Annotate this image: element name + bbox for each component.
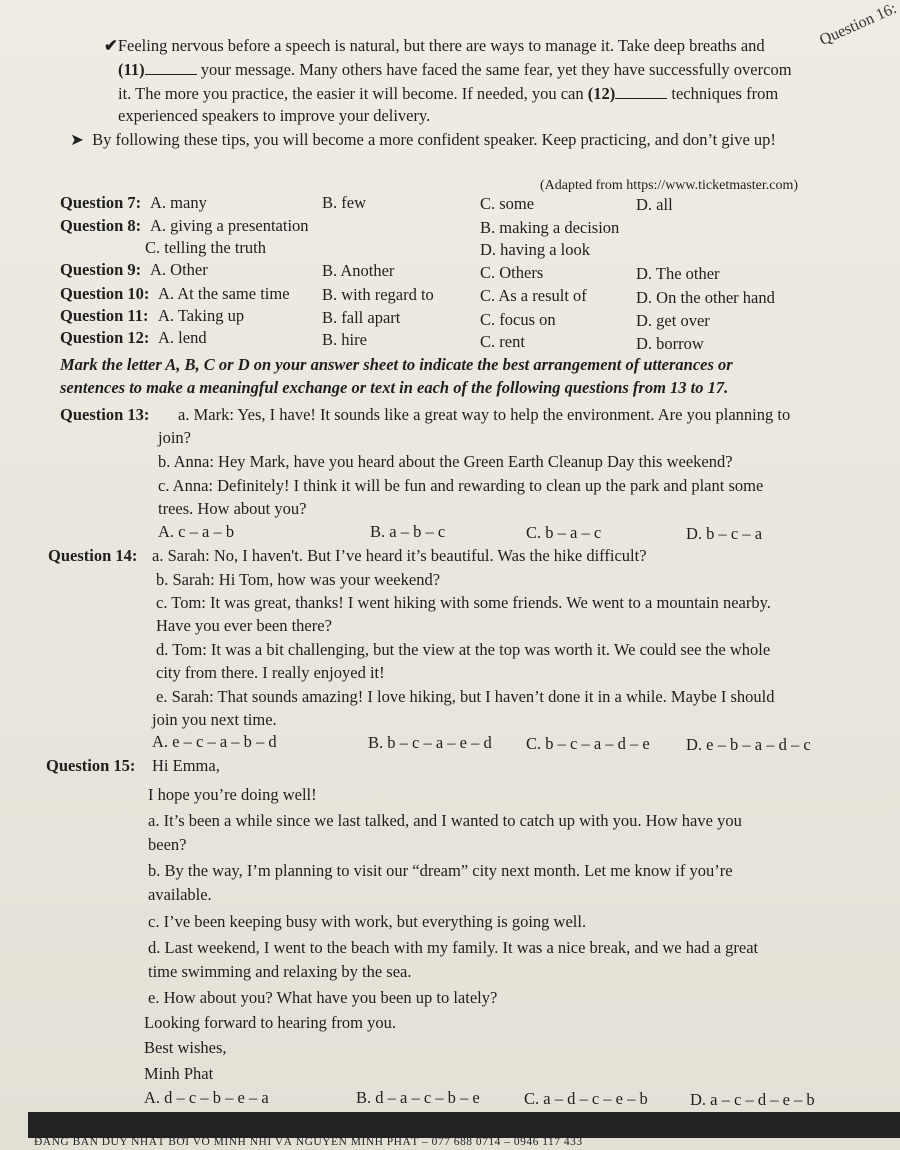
q14-utterance-e: e. Sarah: That sounds amazing! I love hiking, but I haven’t done it in a while. Maybe I should (156, 687, 775, 706)
q13-utterance-b: b. Anna: Hey Mark, have you heard about the Green Earth Cleanup Day this weekend? (158, 452, 733, 471)
instruction-line-1: Mark the letter A, B, C or D on your answer sheet to indicate the best arrangement of utterances or (60, 355, 733, 374)
q10-option-c[interactable]: C. As a result of (480, 286, 587, 305)
q8-option-d[interactable]: D. having a look (480, 240, 590, 259)
passage-line-3: it. The more you practice, the easier it will become. If needed, you can (12) techniques from (118, 84, 779, 103)
q15-closing: Looking forward to hearing from you. (144, 1013, 397, 1032)
q15-sentence-a: a. It’s been a while since we last talked, and I wanted to catch up with you. How have you (148, 811, 742, 830)
q10-option-d[interactable]: D. On the other hand (636, 288, 775, 307)
q7-option-b[interactable]: B. few (322, 193, 366, 212)
q8-option-b[interactable]: B. making a decision (480, 218, 620, 237)
q9-label: Question 9: (60, 260, 142, 279)
q7-option-d[interactable]: D. all (636, 195, 673, 214)
q9-option-d[interactable]: D. The other (636, 264, 720, 283)
q11-option-a[interactable]: A. Taking up (158, 306, 245, 325)
q14-utterance-d-cont: city from there. I really enjoyed it! (156, 663, 385, 682)
q12-option-b[interactable]: B. hire (322, 330, 367, 349)
q11-label: Question 11: (60, 306, 149, 325)
q15-label: Question 15: (46, 756, 136, 775)
arrow-bullet-icon: ➤ (70, 130, 84, 149)
q8-label: Question 8: (60, 216, 142, 235)
q13-option-d[interactable]: D. b – c – a (686, 524, 763, 543)
q15-sentence-d: d. Last weekend, I went to the beach with my family. It was a nice break, and we had a great (148, 938, 759, 957)
q10-label: Question 10: (60, 284, 150, 303)
q14-utterance-e-cont: join you next time. (152, 710, 277, 729)
question-16-corner-label: Question 16: (816, 0, 899, 49)
q13-utterance-a-cont: join? (158, 428, 191, 447)
q9-option-a[interactable]: A. Other (150, 260, 208, 279)
q9-option-b[interactable]: B. Another (322, 261, 395, 280)
q9-option-c[interactable]: C. Others (480, 263, 544, 282)
passage-line-2: (11) your message. Many others have faced the same fear, yet they have successfully overcom (118, 60, 792, 79)
checkmark-icon: ✔ (104, 36, 118, 55)
q14-option-d[interactable]: D. e – b – a – d – c (686, 735, 811, 754)
q8-option-a[interactable]: A. giving a presentation (150, 216, 309, 235)
q15-sentence-b-cont: available. (148, 885, 212, 904)
passage-line-5: ➤ By following these tips, you will become a more confident speaker. Keep practicing, and don’t give up! (70, 130, 776, 149)
q7-label: Question 7: (60, 193, 142, 212)
q15-sentence-a-cont: been? (148, 835, 187, 854)
q15-sentence-d-cont: time swimming and relaxing by the sea. (148, 962, 412, 981)
q14-utterance-c: c. Tom: It was great, thanks! I went hiking with some friends. We went to a mountain nearby. (156, 593, 771, 612)
q10-option-b[interactable]: B. with regard to (322, 285, 434, 304)
q14-utterance-b: b. Sarah: Hi Tom, how was your weekend? (156, 570, 441, 589)
q12-option-c[interactable]: C. rent (480, 332, 525, 351)
q13-option-a[interactable]: A. c – a – b (158, 522, 235, 541)
q13-utterance-a: a. Mark: Yes, I have! It sounds like a great way to help the environment. Are you planning to (178, 405, 791, 424)
q15-option-a[interactable]: A. d – c – b – e – a (144, 1088, 269, 1107)
answer-blank-12 (615, 84, 667, 99)
q13-utterance-c-cont: trees. How about you? (158, 499, 307, 518)
q11-option-b[interactable]: B. fall apart (322, 308, 401, 327)
q11-option-c[interactable]: C. focus on (480, 310, 556, 329)
q15-option-d[interactable]: D. a – c – d – e – b (690, 1090, 815, 1109)
q15-sentence-c: c. I’ve been keeping busy with work, but everything is going well. (148, 912, 587, 931)
passage-source: (Adapted from https://www.ticketmaster.com) (540, 178, 799, 193)
instruction-line-2: sentences to make a meaningful exchange or text in each of the following questions from 13 to 17. (60, 378, 729, 397)
q15-opening: I hope you’re doing well! (148, 785, 317, 804)
answer-blank-11 (145, 60, 197, 75)
q14-label: Question 14: (48, 546, 138, 565)
q13-option-c[interactable]: C. b – a – c (526, 523, 602, 542)
q13-option-b[interactable]: B. a – b – c (370, 522, 446, 541)
q11-option-d[interactable]: D. get over (636, 311, 710, 330)
q8-option-c[interactable]: C. telling the truth (145, 238, 266, 257)
q13-utterance-c: c. Anna: Definitely! I think it will be fun and rewarding to clean up the park and plant some (158, 476, 764, 495)
q12-option-d[interactable]: D. borrow (636, 334, 704, 353)
passage-line-4: experienced speakers to improve your delivery. (118, 106, 431, 125)
passage-line-1: ✔Feeling nervous before a speech is natural, but there are ways to manage it. Take deep breaths and (104, 36, 765, 55)
q7-option-a[interactable]: A. many (150, 193, 207, 212)
q15-sign-off: Best wishes, (144, 1038, 227, 1057)
q14-option-b[interactable]: B. b – c – a – e – d (368, 733, 492, 752)
q7-option-c[interactable]: C. some (480, 194, 535, 213)
q14-option-c[interactable]: C. b – c – a – d – e (526, 734, 650, 753)
q12-label: Question 12: (60, 328, 150, 347)
q14-option-a[interactable]: A. e – c – a – b – d (152, 732, 277, 751)
q15-sentence-b: b. By the way, I’m planning to visit our “dream” city next month. Let me know if you’re (148, 861, 733, 880)
q14-utterance-c-cont: Have you ever been there? (156, 616, 332, 635)
q14-utterance-a: a. Sarah: No, I haven't. But I’ve heard it’s beautiful. Was the hike difficult? (152, 546, 647, 565)
q15-sentence-e: e. How about you? What have you been up to lately? (148, 988, 498, 1007)
q14-utterance-d: d. Tom: It was a bit challenging, but the view at the top was worth it. We could see the whole (156, 640, 771, 659)
footer-credit: ĐĂNG BẢN DUY NHẤT BỞI VÕ MINH NHÍ VÀ NGUYỄN MINH PHÁT – 077 688 0714 – 0946 117 433 (34, 1136, 583, 1148)
footer-bar (28, 1112, 900, 1138)
q15-option-c[interactable]: C. a – d – c – e – b (524, 1089, 648, 1108)
q15-option-b[interactable]: B. d – a – c – b – e (356, 1088, 480, 1107)
q12-option-a[interactable]: A. lend (158, 328, 207, 347)
q10-option-a[interactable]: A. At the same time (158, 284, 290, 303)
q13-label: Question 13: (60, 405, 150, 424)
q15-greeting: Hi Emma, (152, 756, 220, 775)
q15-signature: Minh Phat (144, 1064, 214, 1083)
